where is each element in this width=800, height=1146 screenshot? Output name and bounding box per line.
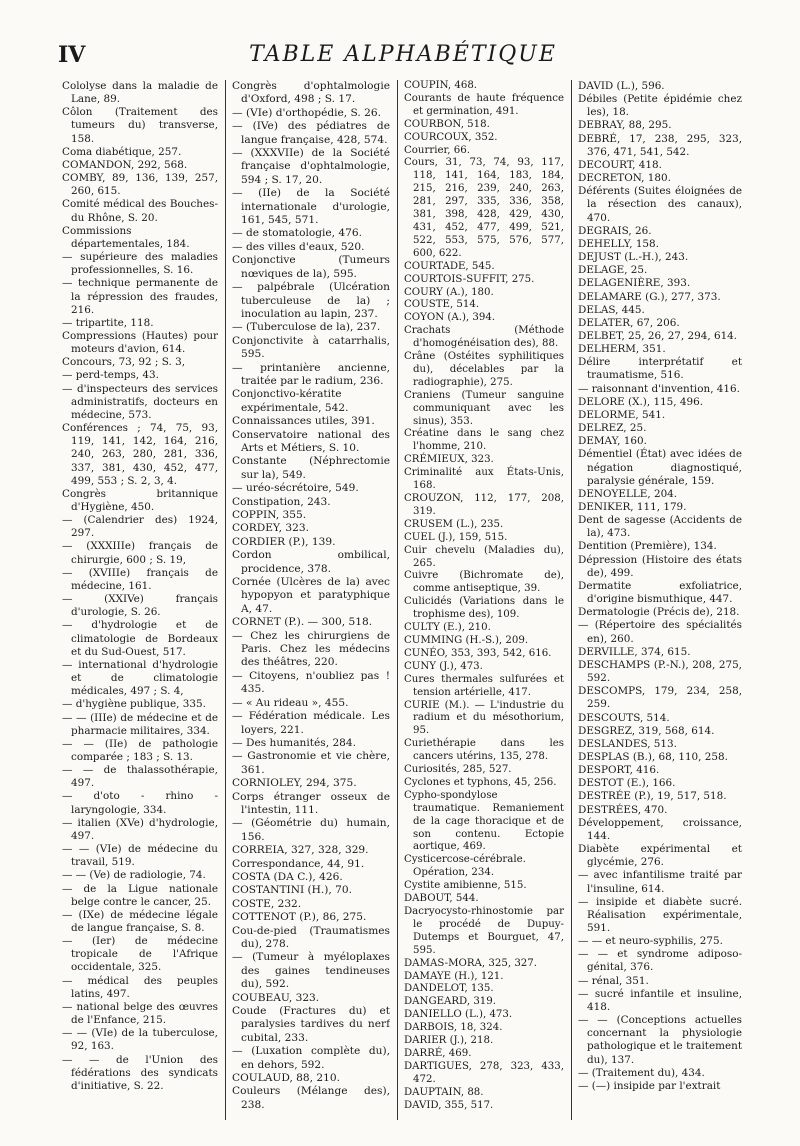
index-entry: Curiosités, 285, 527. <box>404 764 512 776</box>
index-entry: — Citoyens, n'oubliez pas ! 435. <box>232 669 390 696</box>
index-entry: — — (Conceptions actuelles concernant la physiologie pathologique et le traitement du), 137. <box>578 1014 742 1066</box>
index-entry: Craniens (Tumeur sanguine communiquant avec les sinus), 353. <box>404 389 564 427</box>
index-entry: — avec infantilisme traité par l'insuline, 614. <box>578 869 742 895</box>
index-entry: Développement, croissance, 144. <box>578 816 742 842</box>
index-entry: COSTANTINI (H.), 70. <box>232 884 352 897</box>
index-entry: Congrès d'ophtalmologie d'Oxford, 498 ; S. 17. <box>232 80 390 106</box>
index-entry: Cuivre (Bichromate de), comme antiseptique, 39. <box>404 570 564 595</box>
index-entry: DARTIGUES, 278, 323, 433, 472. <box>404 1060 564 1085</box>
index-entry: Dent de sagesse (Accidents de la), 473. <box>578 514 742 540</box>
index-entry: — Fédération médicale. Les loyers, 221. <box>232 710 390 736</box>
index-entry: COURY (A.), 180. <box>404 286 494 298</box>
index-entry: — (Répertoire des spécialités en), 260. <box>578 619 742 645</box>
index-entry: Cysticercose-cérébrale. Opération, 234. <box>404 854 526 879</box>
index-entry: DESCOMPS, 179, 234, 258, 259. <box>578 685 742 711</box>
index-entry: — — et syndrome adiposo-génital, 376. <box>578 948 742 974</box>
column-divider <box>225 80 226 1120</box>
index-entry: — d'inspecteurs des services administratifs, docteurs en médecine, 573. <box>62 382 218 421</box>
index-entry: Correspondance, 44, 91. <box>232 857 365 870</box>
index-entry: Corps étranger osseux de l'intestin, 111. <box>232 790 390 816</box>
index-entry: — Chez les chirurgiens de Paris. Chez les médecins des théâtres, 220. <box>232 629 390 669</box>
index-column-2 <box>232 80 390 1120</box>
index-entry: — des villes d'eaux, 520. <box>232 240 365 253</box>
index-entry: Crachats (Méthode d'homogénéisation des), 88. <box>404 325 564 350</box>
index-entry: Commissions départementales, 184. <box>62 224 190 250</box>
index-entry: — (Tuberculose de la), 237. <box>232 321 381 334</box>
index-entry: CORNIOLEY, 294, 375. <box>232 777 357 790</box>
index-entry: COURTADE, 545. <box>404 260 495 272</box>
index-entry: — (Tumeur à myéloplaxes des gaines tendineuses du), 592. <box>232 951 390 991</box>
index-entry: DAUPTAIN, 88. <box>404 1086 484 1098</box>
column-divider <box>397 80 398 1120</box>
index-entry: CRUSEM (L.), 235. <box>404 518 504 530</box>
index-entry: COUPIN, 468. <box>404 80 478 91</box>
index-entry: Congrès britannique d'Hygiène, 450. <box>62 487 218 513</box>
index-column-4 <box>578 80 742 1120</box>
index-entry: DELAGE, 25. <box>578 264 648 277</box>
index-entry: — (—) insipide par l'extrait <box>578 1079 721 1092</box>
index-entry: Diabète expérimental et glycémie, 276. <box>578 843 742 869</box>
index-entry: DESTOT (E.), 166. <box>578 777 676 790</box>
index-entry: DAVID, 355, 517. <box>404 1099 494 1111</box>
index-entry: CUNY (J.), 473. <box>404 660 483 672</box>
index-entry: Conférences ; 74, 75, 93, 119, 141, 142, 164, 216, 240, 263, 280, 281, 336, 337, 381, 430, 452, 477, 499, 553 ; S. 2, 3, 4. <box>62 422 218 487</box>
index-entry: — médical des peuples latins, 497. <box>62 974 218 1000</box>
page-header <box>58 42 748 76</box>
index-entry: — d'hygiène publique, 335. <box>62 698 206 711</box>
index-entry: COURBON, 518. <box>404 118 490 130</box>
index-entry: CORREIA, 327, 328, 329. <box>232 844 369 857</box>
index-entry: CORDEY, 323. <box>232 522 309 535</box>
index-entry: DELREZ, 25. <box>578 422 647 435</box>
index-entry: — (IIe) de la Société internationale d'urologie, 161, 545, 571. <box>232 187 390 227</box>
index-entry: Cololyse dans la maladie de Lane, 89. <box>62 80 218 106</box>
index-entry: Dacryocysto-rhinostomie par le procédé de Dupuy-Dutemps et Bourguet, 47, 595. <box>404 906 564 956</box>
index-entry: DANIELLO (L.), 473. <box>404 1009 513 1021</box>
index-entry: Conjonctive (Tumeurs nœviques de la), 595. <box>232 254 390 280</box>
page-title: TABLE ALPHABÉTIQUE <box>249 42 557 67</box>
column-divider <box>571 80 572 1120</box>
index-entry: — — (IIIe) de médecine et de pharmacie militaires, 334. <box>62 711 218 737</box>
index-entry: Délire interprétatif et traumatisme, 516. <box>578 356 742 382</box>
index-entry: — (Calendrier des) 1924, 297. <box>62 514 218 540</box>
index-entry: Créatine dans le sang chez l'homme, 210. <box>404 428 564 453</box>
index-entry: DESCOUTS, 514. <box>578 711 670 724</box>
index-entry: — palpébrale (Ulcération tuberculeuse de la) ; inoculation au lapin, 237. <box>232 281 390 320</box>
index-entry: DESTRÉE (P.), 19, 517, 518. <box>578 790 727 803</box>
index-entry: CURIE (M.). — L'industrie du radium et du mésothorium, 95. <box>404 699 564 737</box>
index-entry: — perd-temps, 43. <box>62 369 159 382</box>
index-entry: DEBRAY, 88, 295. <box>578 119 672 132</box>
index-entry: DENOYELLE, 204. <box>578 487 678 500</box>
index-entry: — national belge des œuvres de l'Enfance, 215. <box>62 1000 218 1027</box>
index-entry: CUEL (J.), 159, 515. <box>404 531 508 543</box>
index-entry: COYON (A.), 394. <box>404 312 496 324</box>
index-entry: DEHELLY, 158. <box>578 237 659 250</box>
index-entry: DESPLAS (B.), 68, 110, 258. <box>578 750 728 763</box>
index-entry: DESLANDES, 513. <box>578 737 677 750</box>
index-entry: DELATER, 67, 206. <box>578 316 680 329</box>
index-entry: Déférents (Suites éloignées de la résection des canaux), 470. <box>578 185 742 224</box>
index-entry: — (Traitement du), 434. <box>578 1066 705 1079</box>
index-entry: — italien (XVe) d'hydrologie, 497. <box>62 816 218 842</box>
index-entry: CORDIER (P.), 139. <box>232 535 336 548</box>
index-entry: DELAGENIÈRE, 393. <box>578 277 691 290</box>
index-entry: Cordon ombilical, procidence, 378. <box>232 549 390 575</box>
index-entry: — — (VIe) de la tuberculose, 92, 163. <box>62 1027 218 1053</box>
index-entry: — (XXIVe) français d'urologie, S. 26. <box>62 593 218 619</box>
index-entry: Dermatologie (Précis de), 218. <box>578 606 740 619</box>
index-entry: CRÉMIEUX, 323. <box>404 454 494 466</box>
index-entry: COURCOUX, 352. <box>404 131 498 143</box>
index-entry: Cuir chevelu (Maladies du), 265. <box>404 544 564 569</box>
index-entry: DESCHAMPS (P.-N.), 208, 275, 592. <box>578 658 742 685</box>
index-entry: Curiethérapie dans les cancers utérins, 135, 278. <box>404 738 564 763</box>
index-entry: Crâne (Ostéites syphilitiques du), décelables par la radiographie), 275. <box>404 351 564 388</box>
index-entry: DANDELOT, 135. <box>404 983 494 995</box>
index-entry: — tripartite, 118. <box>62 316 154 329</box>
index-entry: — printanière ancienne, traitée par le radium, 236. <box>232 361 390 387</box>
index-entry: DESGREZ, 319, 568, 614. <box>578 724 715 737</box>
index-entry: Constante (Néphrectomie sur la), 549. <box>232 455 390 481</box>
index-entry: — d'oto - rhino - laryngologie, 334. <box>62 790 218 816</box>
index-entry: DERVILLE, 374, 615. <box>578 645 691 658</box>
index-entry: Cystite amibienne, 515. <box>404 880 527 892</box>
index-entry: DAVID (L.), 596. <box>578 80 665 92</box>
index-entry: — Gastronomie et vie chère, 361. <box>232 750 390 776</box>
index-entry: Comité médical des Bouches-du Rhône, S. 20. <box>62 198 218 224</box>
index-entry: — (XVIIIe) français de médecine, 161. <box>62 566 218 592</box>
index-entry: DENIKER, 111, 179. <box>578 501 687 513</box>
index-entry: — — (IIe) de pathologie comparée ; 183 ; S. 13. <box>62 737 218 763</box>
index-entry: Cou-de-pied (Traumatismes du), 278. <box>232 924 390 950</box>
index-entry: — uréo-sécrétoire, 549. <box>232 482 359 495</box>
index-entry: DAMAYE (H.), 121. <box>404 970 504 982</box>
index-entry: — (IXe) de médecine légale de langue française, S. 8. <box>62 908 218 934</box>
index-entry: — (XXXIIIe) français de chirurgie, 600 ; S. 19, <box>62 540 218 566</box>
index-entry: — rénal, 351. <box>578 974 649 987</box>
index-entry: COULAUD, 88, 210. <box>232 1072 340 1085</box>
index-entry: Conjonctivite à catarrhalis, 595. <box>232 334 390 361</box>
index-entry: CUNÉO, 353, 393, 542, 616. <box>404 647 552 659</box>
index-entry: Démentiel (État) avec idées de négation diagnostiqué, paralysie générale, 159. <box>578 448 742 487</box>
index-entry: Dermatite exfoliatrice, d'origine bismuthique, 447. <box>578 579 742 606</box>
index-entry: COPPIN, 355. <box>232 509 307 521</box>
index-entry: Débiles (Petite épidémie chez les), 18. <box>578 93 742 119</box>
index-entry: CULTY (E.), 210. <box>404 622 491 634</box>
index-entry: — (Luxation complète du), en dehors, 592. <box>232 1045 390 1071</box>
index-entry: CROUZON, 112, 177, 208, 319. <box>404 493 564 517</box>
index-entry: Couleurs (Mélange des), 238. <box>232 1085 390 1111</box>
index-entry: — (Géométrie du) humain, 156. <box>232 817 390 843</box>
index-entry: — — (VIe) de médecine du travail, 519. <box>62 843 218 869</box>
index-entry: Cyclones et typhons, 45, 256. <box>404 776 557 788</box>
index-entry: — « Au rideau », 455. <box>232 696 349 709</box>
index-entry: DELAMARE (G.), 277, 373. <box>578 290 721 303</box>
index-entry: — (XXXVIIe) de la Société française d'ophtalmologie, 594 ; S. 17, 20. <box>232 147 390 186</box>
index-entry: DELAS, 445. <box>578 303 645 316</box>
index-entry: — international d'hydrologie et de climatologie médicales, 497 ; S. 4, <box>62 658 218 698</box>
index-entry: — de la Ligue nationale belge contre le cancer, 25. <box>62 882 218 908</box>
index-entry: CUMMING (H.-S.), 209. <box>404 634 529 646</box>
index-entry: DEMAY, 160. <box>578 435 647 448</box>
index-entry: DELBET, 25, 26, 27, 294, 614. <box>578 329 738 342</box>
index-entry: — — et neuro-syphilis, 275. <box>578 935 723 948</box>
index-entry: DARBOIS, 18, 324. <box>404 1022 503 1034</box>
index-entry: DECOURT, 418. <box>578 158 662 171</box>
index-entry: — technique permanente de la répression des fraudes, 216. <box>62 277 218 316</box>
index-entry: DEGRAIS, 26. <box>578 224 652 237</box>
index-entry: Cypho-spondylose traumatique. Remaniement de la cage thoracique et de son contenu. Ectopie aortique, 469. <box>404 789 564 853</box>
index-entry: Compressions (Hautes) pour moteurs d'avion, 614. <box>62 329 218 356</box>
index-entry: DARRÉ, 469. <box>404 1047 472 1059</box>
index-entry: Cours, 31, 73, 74, 93, 117, 118, 141, 164, 183, 184, 215, 216, 239, 240, 263, 281, 297, 335, 336, 358, 381, 398, 428, 429, 430, 431, 452, 477, 499, 521, 522, 553, 575, 576, 577, 600, 622. <box>404 157 564 259</box>
index-entry: — (Ier) de médecine tropicale de l'Afrique occidentale, 325. <box>62 935 218 974</box>
index-entry: Conservatoire national des Arts et Métiers, S. 10. <box>232 428 390 454</box>
page-number: IV <box>58 42 86 68</box>
index-entry: COMBY, 89, 136, 139, 257, 260, 615. <box>62 172 218 198</box>
index-entry: Conjonctivo-kératite expérimentale, 542. <box>232 388 349 414</box>
index-entry: DELORE (X.), 115, 496. <box>578 395 704 408</box>
index-entry: — raisonnant d'invention, 416. <box>578 382 740 395</box>
index-entry: COSTE, 232. <box>232 897 302 910</box>
index-entry: Connaissances utiles, 391. <box>232 415 375 428</box>
index-entry: — — de l'Union des fédérations des syndicats d'initiative, S. 22. <box>62 1053 218 1092</box>
index-columns <box>62 80 742 1120</box>
index-entry: Cures thermales sulfurées et tension artérielle, 417. <box>404 673 564 698</box>
index-entry: Dépression (Histoire des états de), 499. <box>578 553 742 579</box>
index-entry: Courrier, 66. <box>404 144 470 156</box>
index-column-3 <box>404 80 564 1120</box>
index-entry: — de stomatologie, 476. <box>232 227 362 240</box>
index-entry: DEJUST (L.-H.), 243. <box>578 251 689 264</box>
index-entry: DAMAS-MORA, 325, 327. <box>404 957 538 969</box>
index-entry: DANGEARD, 319. <box>404 996 497 1008</box>
index-entry: DELORME, 541. <box>578 408 666 421</box>
index-entry: — sucré infantile et insuline, 418. <box>578 987 742 1013</box>
index-entry: DARIER (J.), 218. <box>404 1035 494 1047</box>
index-entry: — Des humanités, 284. <box>232 736 357 749</box>
index-entry: Coude (Fractures du) et paralysies tardives du nerf cubital, 233. <box>232 1005 390 1044</box>
index-entry: COSTA (DA C.), 426. <box>232 870 343 883</box>
index-entry: Concours, 73, 92 ; S. 3, <box>62 356 185 369</box>
index-entry: Coma diabétique, 257. <box>62 145 182 158</box>
index-entry: — insipide et diabète sucré. Réalisation expérimentale, 591. <box>578 895 742 934</box>
index-entry: COMANDON, 292, 568. <box>62 158 188 171</box>
index-entry: COURTOIS-SUFFIT, 275. <box>404 273 535 285</box>
index-entry: — (VIe) d'orthopédie, S. 26. <box>232 106 381 119</box>
index-entry: Courants de haute fréquence et germination, 491. <box>404 92 564 117</box>
index-entry: — (IVe) des pédiatres de langue française, 428, 574. <box>232 120 390 146</box>
index-column-1 <box>62 80 218 1120</box>
index-entry: — supérieure des maladies professionnelles, S. 16. <box>62 251 218 277</box>
index-entry: DECRETON, 180. <box>578 172 671 185</box>
index-entry: COUSTE, 514. <box>404 299 480 311</box>
index-entry: COUBEAU, 323. <box>232 991 320 1004</box>
index-entry: DABOUT, 544. <box>404 893 479 905</box>
index-entry: DESTRÉES, 470. <box>578 803 668 816</box>
index-entry: COTTENOT (P.), 86, 275. <box>232 911 367 924</box>
index-entry: — d'hydrologie et de climatologie de Bordeaux et du Sud-Ouest, 517. <box>62 619 218 658</box>
index-entry: — — de thalassothérapie, 497. <box>62 764 218 790</box>
index-entry: Criminalité aux États-Unis, 168. <box>404 467 564 492</box>
index-entry: Côlon (Traitement des tumeurs du) transverse, 158. <box>62 106 218 145</box>
index-entry: DELHERM, 351. <box>578 343 666 356</box>
index-entry: Dentition (Première), 134. <box>578 540 717 553</box>
index-entry: — — (Ve) de radiologie, 74. <box>62 869 206 882</box>
index-entry: Constipation, 243. <box>232 495 331 508</box>
index-entry: DESPORT, 416. <box>578 764 660 777</box>
index-entry: Culicidés (Variations dans le trophisme des), 109. <box>404 596 564 621</box>
index-entry: DEBRÉ, 17, 238, 295, 323, 376, 471, 541, 542. <box>578 132 742 158</box>
index-entry: CORNET (P.). — 300, 518. <box>232 616 373 629</box>
index-entry: Cornée (Ulcères de la) avec hypopyon et paratyphique A, 47. <box>232 576 390 615</box>
